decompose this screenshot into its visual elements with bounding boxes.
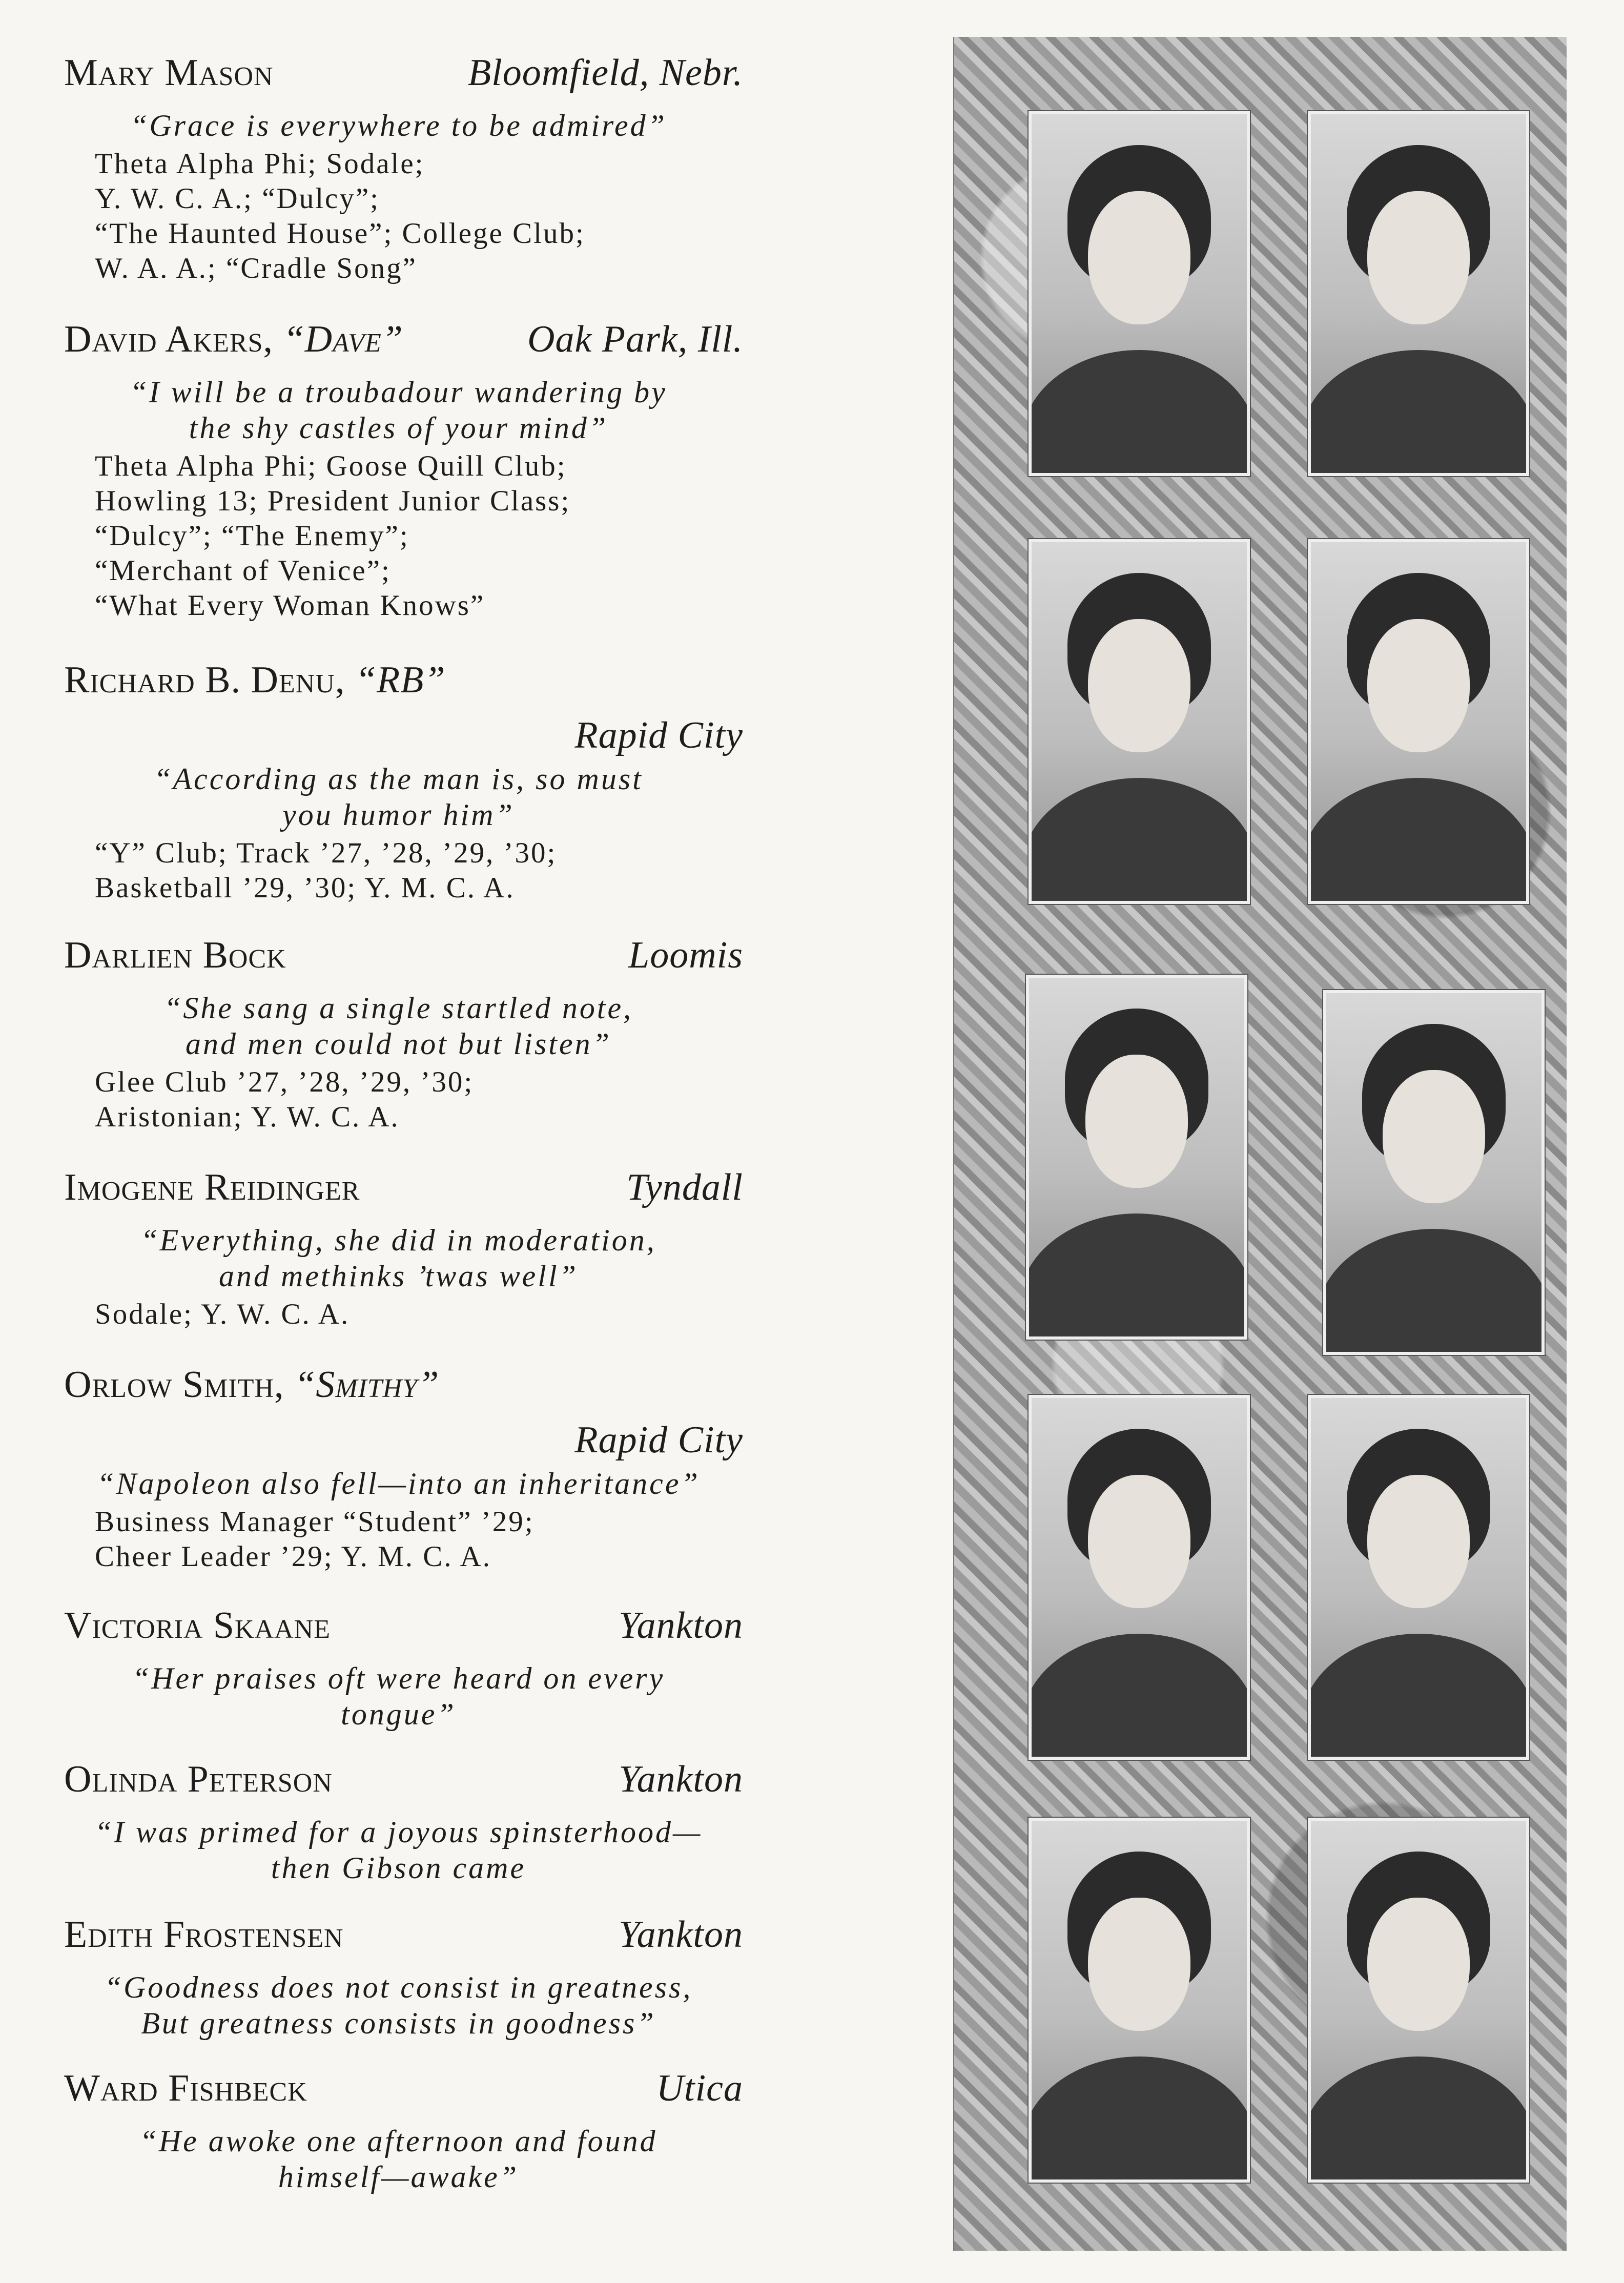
- portrait-photo: [1029, 1818, 1250, 2183]
- entry-header: [64, 1913, 743, 1969]
- activities: Theta Alpha Phi; Goose Quill Club; Howling 13; President Junior Class; “Dulcy”; “The Enemy”; “Merchant of Venice”; “What Every Woman Knows”: [95, 450, 571, 622]
- student-name: Mary Mason: [64, 52, 274, 94]
- entry-victoria-skaane: [64, 1604, 743, 1732]
- activities: “Y” Club; Track ’27, ’28, ’29, ’30; Basketball ’29, ’30; Y. M. C. A.: [95, 837, 557, 904]
- portrait-photo: [1323, 990, 1545, 1355]
- hometown: Bloomfield, Nebr.: [467, 52, 743, 94]
- student-name: David Akers,: [64, 318, 273, 360]
- hometown: Tyndall: [626, 1166, 743, 1208]
- entry-header: [64, 51, 743, 108]
- entry-header: [64, 2067, 743, 2123]
- entry-header: [64, 1166, 743, 1222]
- portrait-photo: [1026, 975, 1247, 1340]
- entry-imogene-reidinger: [64, 1166, 743, 1332]
- hometown: Loomis: [628, 934, 743, 976]
- entry-ward-fishbeck: [64, 2067, 743, 2195]
- entry-david-akers: [64, 318, 743, 623]
- quote: “Goodness does not consist in greatness, But greatness consists in goodness”: [104, 1970, 693, 2040]
- portrait-photo: [1029, 1395, 1250, 1760]
- student-name: Darlien Bock: [64, 934, 286, 976]
- entry-darlien-bock: [64, 934, 743, 1135]
- nickname: “Dave”: [283, 318, 403, 360]
- student-name: Edith Frostensen: [64, 1914, 344, 1956]
- photo-column: [953, 37, 1567, 2251]
- student-name: Ward Fishbeck: [64, 2067, 307, 2109]
- entry-richard-denu: [64, 659, 743, 906]
- nickname: “Smithy”: [294, 1364, 440, 1406]
- hometown: Rapid City: [574, 1419, 743, 1461]
- entry-header: [64, 1363, 743, 1466]
- hometown: Yankton: [619, 1758, 743, 1800]
- portrait-photo: [1029, 539, 1250, 904]
- portrait-photo: [1308, 1818, 1529, 2183]
- student-name-line: [64, 659, 446, 702]
- entry-header: [64, 934, 743, 990]
- quote: “He awoke one afternoon and found himself—awake”: [139, 2124, 657, 2194]
- entry-olinda-peterson: [64, 1758, 743, 1886]
- student-name: Olinda Peterson: [64, 1758, 333, 1800]
- activities: Glee Club ’27, ’28, ’29, ’30; Aristonian; Y. W. C. A.: [95, 1066, 474, 1133]
- activities: Theta Alpha Phi; Sodale; Y. W. C. A.; “Dulcy”; “The Haunted House”; College Club; W. A. A.; “Cradle Song”: [95, 148, 585, 284]
- quote: “According as the man is, so must you humor him”: [154, 762, 643, 832]
- hometown: Yankton: [619, 1605, 743, 1647]
- entry-edith-frostensen: [64, 1913, 743, 2041]
- entry-header: [64, 659, 743, 761]
- hometown: Utica: [656, 2067, 743, 2109]
- entry-mary-mason: [64, 51, 743, 286]
- entry-header: [64, 1758, 743, 1814]
- student-name: Richard B. Denu,: [64, 659, 345, 701]
- student-name: Orlow Smith,: [64, 1364, 284, 1406]
- nickname: “RB”: [355, 659, 446, 701]
- portrait-photo: [1308, 539, 1529, 904]
- hometown: Yankton: [619, 1914, 743, 1956]
- quote: “I was primed for a joyous spinsterhood— then Gibson came: [94, 1815, 703, 1885]
- student-name-line: [64, 1363, 439, 1407]
- quote: “Grace is everywhere to be admired”: [130, 109, 667, 142]
- portrait-photo: [1308, 111, 1529, 476]
- portrait-photo: [1308, 1395, 1529, 1760]
- activities: Sodale; Y. W. C. A.: [95, 1298, 350, 1330]
- entry-orlow-smith: [64, 1363, 743, 1574]
- quote: “She sang a single startled note, and men could not but listen”: [163, 991, 633, 1061]
- quote: “Napoleon also fell—into an inheritance”: [97, 1467, 700, 1500]
- quote: “Her praises oft were heard on every tongue”: [132, 1661, 665, 1731]
- student-name-line: [64, 318, 403, 361]
- quote: “Everything, she did in moderation, and methinks ’twas well”: [140, 1223, 656, 1293]
- hometown: Rapid City: [574, 714, 743, 756]
- quote: “I will be a troubadour wandering by the shy castles of your mind”: [130, 375, 667, 445]
- activities: Business Manager “Student” ’29; Cheer Leader ’29; Y. M. C. A.: [95, 1506, 535, 1573]
- student-name: Imogene Reidinger: [64, 1166, 360, 1208]
- entry-header: [64, 318, 743, 374]
- hometown: Oak Park, Ill.: [527, 318, 743, 360]
- student-name: Victoria Skaane: [64, 1605, 331, 1647]
- entry-header: [64, 1604, 743, 1660]
- portrait-photo: [1029, 111, 1250, 476]
